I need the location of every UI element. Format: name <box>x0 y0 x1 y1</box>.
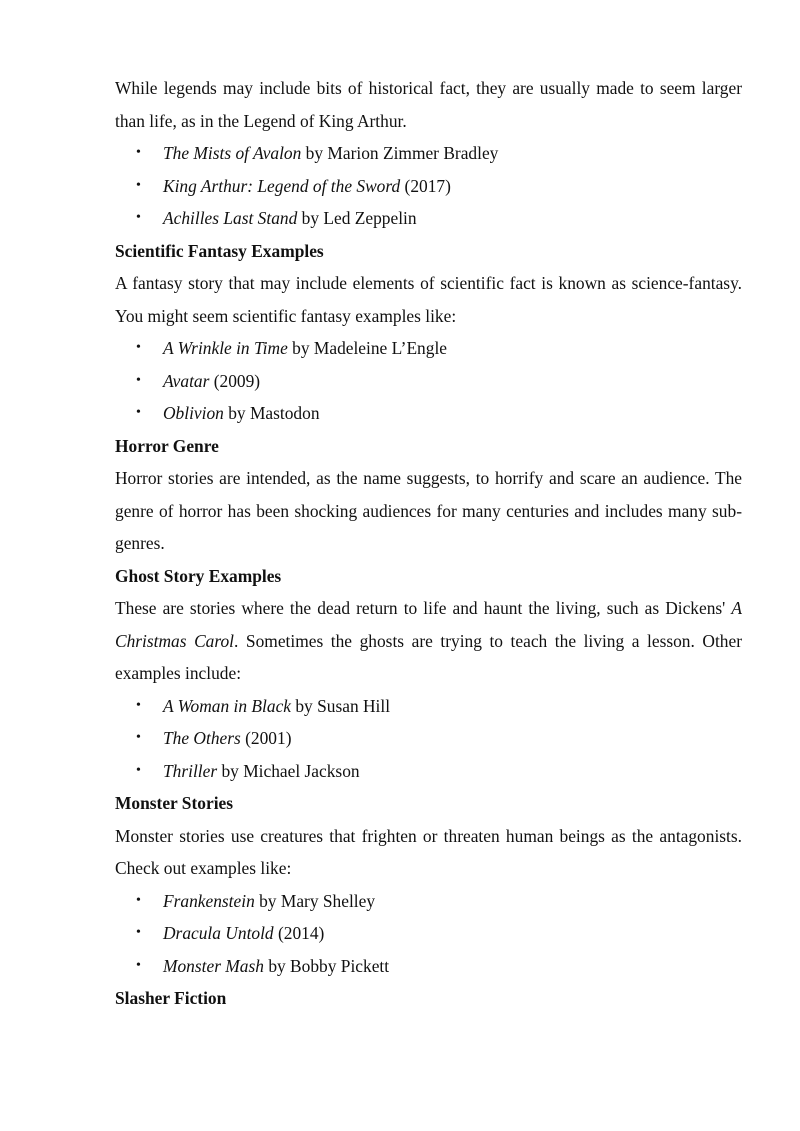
bullet-icon: • <box>136 892 141 908</box>
section-heading-monster-stories: Monster Stories <box>115 793 234 813</box>
bullet-icon: • <box>136 405 141 420</box>
work-credit: by Marion Zimmer Bradley <box>301 143 499 163</box>
list-item <box>115 950 742 983</box>
monster-stories-paragraph: Monster stories use creatures that frighten or threaten human beings as the antagonists. Check out examples like: <box>115 825 742 878</box>
work-title: Dracula Untold <box>163 923 274 943</box>
section-heading-ghost-story: Ghost Story Examples <box>115 565 282 586</box>
work-credit: (2009) <box>209 370 261 391</box>
section-heading-scientific-fantasy: Scientific Fantasy Examples <box>115 240 324 261</box>
ghost-story-list <box>115 690 742 788</box>
work-title: Avatar <box>163 370 210 391</box>
work-title: Monster Mash <box>163 955 264 976</box>
scientific-fantasy-list <box>115 332 742 430</box>
ghost-story-paragraph <box>115 592 742 690</box>
bullet-icon: • <box>136 372 141 388</box>
bullet-icon: • <box>136 957 141 973</box>
work-title: A Woman in Black <box>163 695 292 716</box>
bullet-icon: • <box>136 762 141 778</box>
work-credit: (2014) <box>273 923 325 943</box>
bullet-icon: • <box>136 925 141 940</box>
ghost-text-part: These are stories where the dead return to life and haunt the living, such as Dickens' <box>115 598 732 618</box>
work-credit: by Mary Shelley <box>254 890 376 911</box>
work-credit: by Bobby Pickett <box>263 955 390 976</box>
ghost-text-part: . Sometimes the ghosts are trying to teach the living a lesson. Other examples include: <box>115 630 742 683</box>
list-item <box>115 332 742 365</box>
list-item <box>115 202 742 235</box>
work-title: A Wrinkle in Time <box>163 338 288 358</box>
section-heading-horror-genre: Horror Genre <box>115 435 219 456</box>
work-title: Achilles Last Stand <box>163 208 298 228</box>
list-item <box>115 365 742 398</box>
bullet-icon: • <box>136 145 141 160</box>
bullet-icon: • <box>136 697 141 713</box>
legend-examples-list <box>115 137 742 235</box>
list-item <box>115 170 742 203</box>
scientific-fantasy-paragraph: A fantasy story that may include elements of scientific fact is known as science-fantasy. You might seem scientific fantasy examples like: <box>115 273 742 326</box>
bullet-icon: • <box>136 210 141 225</box>
list-item <box>115 917 742 950</box>
work-title: Frankenstein <box>163 890 255 911</box>
work-title: King Arthur: Legend of the Sword <box>163 175 401 196</box>
work-credit: by Mastodon <box>223 403 320 423</box>
work-credit: (2001) <box>240 728 292 748</box>
monster-stories-list <box>115 885 742 983</box>
bullet-icon: • <box>136 177 141 193</box>
list-item <box>115 755 742 788</box>
work-credit: by Led Zeppelin <box>297 208 417 228</box>
section-heading-slasher-fiction: Slasher Fiction <box>115 988 227 1008</box>
document-page <box>115 72 742 1015</box>
list-item <box>115 722 742 755</box>
list-item <box>115 397 742 430</box>
ghost-text-title: A Christmas Carol <box>115 598 742 651</box>
work-credit: by Susan Hill <box>291 695 391 716</box>
work-credit: (2017) <box>400 175 451 196</box>
work-title: The Mists of Avalon <box>163 143 302 163</box>
list-item <box>115 885 742 918</box>
work-credit: by Michael Jackson <box>217 760 360 781</box>
horror-genre-paragraph: Horror stories are intended, as the name suggests, to horrify and scare an audience. The genre of horror has been shocking audiences for many centuries and includes many sub-genres. <box>115 468 742 553</box>
list-item <box>115 690 742 723</box>
bullet-icon: • <box>136 340 141 355</box>
work-title: Thriller <box>163 760 218 781</box>
work-title: The Others <box>163 728 241 748</box>
work-credit: by Madeleine L’Engle <box>287 338 448 358</box>
bullet-icon: • <box>136 730 141 745</box>
work-title: Oblivion <box>163 403 224 423</box>
list-item <box>115 137 742 170</box>
intro-paragraph: While legends may include bits of historical fact, they are usually made to seem larger than life, as in the Legend of King Arthur. <box>115 78 742 131</box>
